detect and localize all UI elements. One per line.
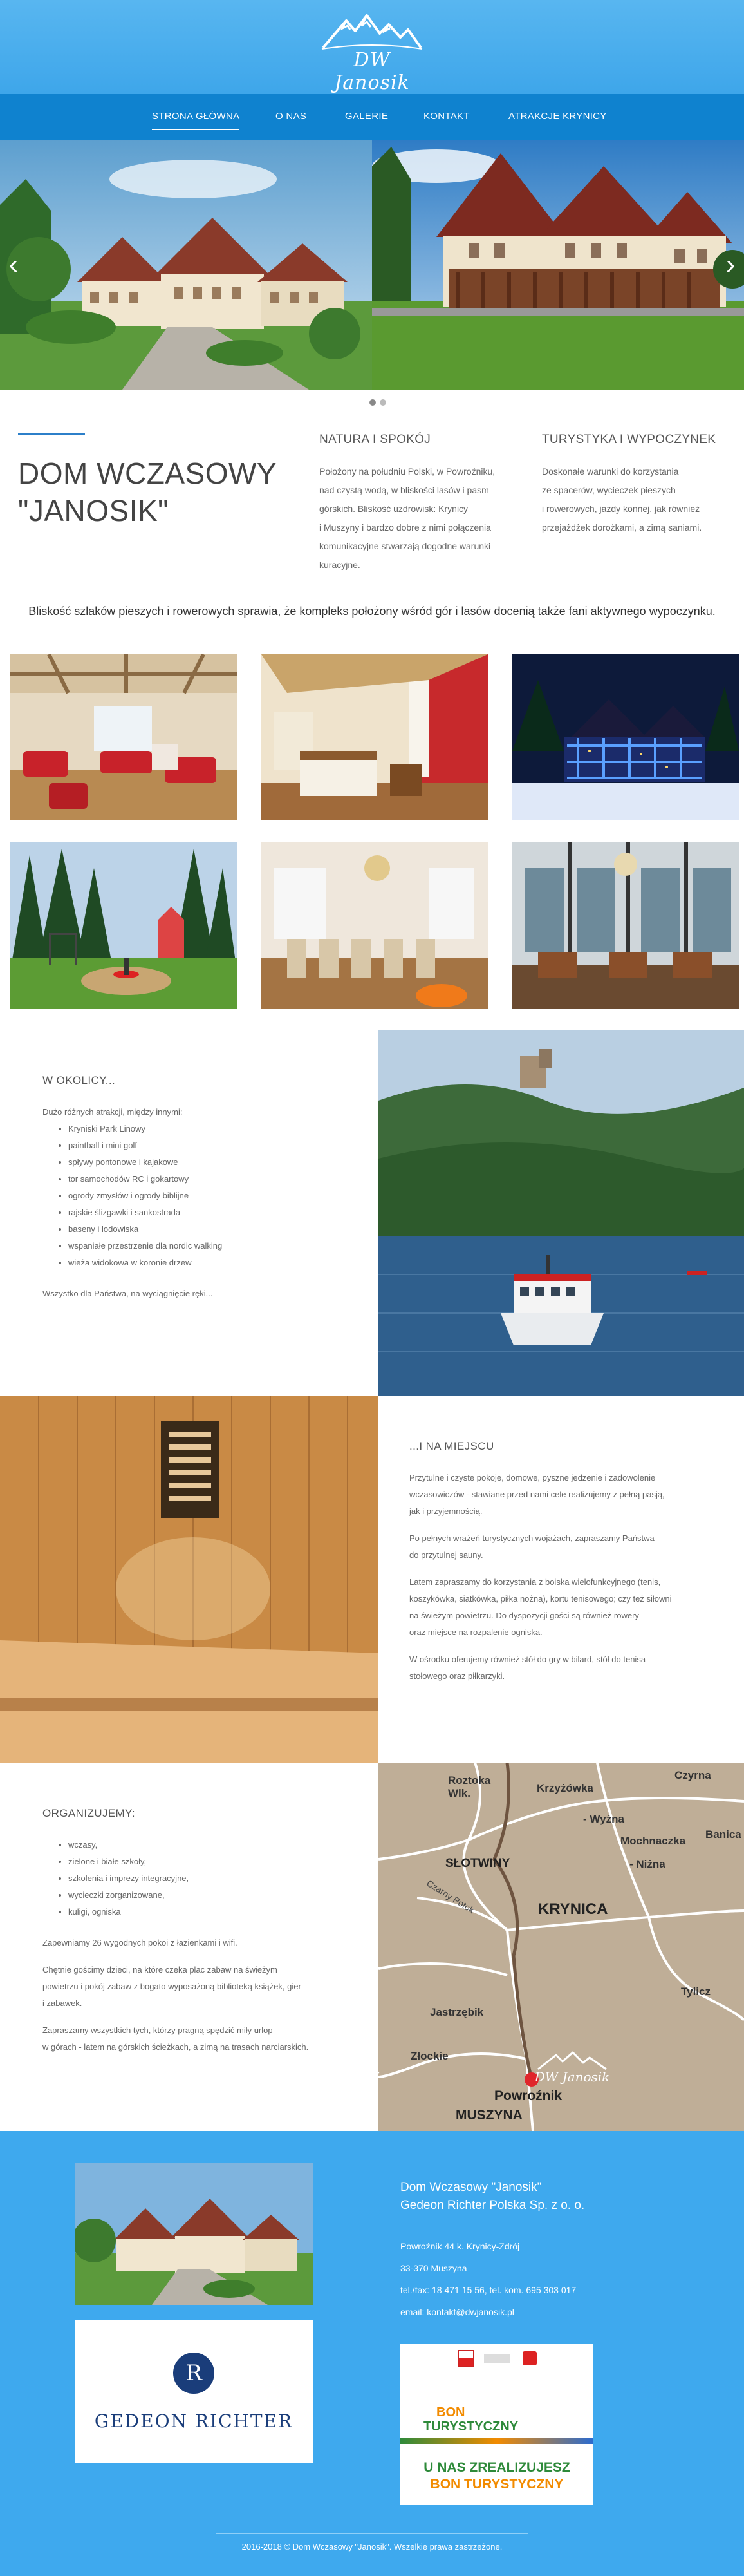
organize-list [68, 1837, 364, 1920]
slider-dot-2[interactable] [380, 399, 386, 406]
footer-company-name [400, 2179, 584, 2215]
nature-column [319, 433, 519, 574]
list-item: • rajskie ślizgawki i sankostrada [68, 1204, 364, 1221]
tourism-heading: TURYSTYKA I WYPOCZYNEK [542, 433, 716, 446]
map-label: SŁOTWINY [445, 1857, 510, 1870]
hero-slider[interactable] [0, 140, 744, 390]
on-site-section [409, 1440, 718, 1695]
footer-name-line-1: Dom Wczasowy "Janosik" [400, 2181, 542, 2194]
map-label: - Wyżna [583, 1813, 624, 1825]
list-item: • szkolenia i imprezy integracyjne, [68, 1870, 364, 1887]
tourism-column [542, 433, 735, 537]
richter-logo-text: GEDEON RICHTER [94, 2410, 293, 2432]
gallery-image-restaurant[interactable] [512, 842, 739, 1009]
on-site-paragraph-1: Przytulne i czyste pokoje, domowe, pyszne jedzenie i zadowolenie wczasowiczów - stawiane przed nami cele realizujemy z pełną pasją, jak i przyjemnością. [409, 1473, 665, 1516]
list-item: • wieża widokowa w koronie drzew [68, 1255, 364, 1271]
nature-text: Położony na południu Polski, w Powroźniku, nad czystą wodą, w bliskości lasów i pasm górskich. Bliskość uzdrowisk: Krynicy i Muszyny i bardzo dobre z nimi połączenia komunikacyjne stwarzają dogodne warunki kuracyjne. [319, 466, 496, 570]
lake-boat-image [378, 1030, 744, 1396]
gallery-image-dining-room[interactable] [261, 842, 488, 1009]
map-label: Roztoka Wlk. [448, 1774, 491, 1799]
location-map[interactable] [378, 1763, 744, 2131]
site-logo[interactable] [314, 12, 430, 94]
bon-line-3: U NAS ZREALIZUJESZ [423, 2460, 570, 2475]
main-nav [0, 94, 744, 140]
mountains-icon [321, 12, 423, 50]
gallery-image-playground[interactable] [10, 842, 237, 1009]
slider-prev-button[interactable]: ‹ [8, 249, 19, 280]
map-label: Czyrna [674, 1769, 711, 1781]
map-label: Powroźnik [494, 2088, 563, 2103]
map-label: Mochnaczka [620, 1835, 686, 1847]
map-label: Czarny Potok [425, 1877, 476, 1916]
bon-line-2: TURYSTYCZNY [423, 2420, 519, 2434]
on-site-paragraph-4: W ośrodku oferujemy również stół do gry w bilard, stół do tenisa stołowego oraz piłkarzyki. [409, 1654, 646, 1681]
footer-hotel-image [75, 2163, 313, 2305]
nearby-section [42, 1074, 364, 1312]
footer-name-line-2: Gedeon Richter Polska Sp. z o. o. [400, 2199, 585, 2212]
nav-about[interactable]: O NAS [275, 111, 307, 122]
nav-galleries[interactable]: GALERIE [345, 111, 389, 122]
nearby-heading: W OKOLICY... [42, 1074, 116, 1086]
list-item: • wczasy, [68, 1837, 364, 1853]
slider-dots [369, 399, 389, 407]
organize-paragraph-1: Zapewniamy 26 wygodnych pokoi z łazienkami i wifi. [42, 1938, 237, 1947]
list-item: • baseny i lodowiska [68, 1221, 364, 1238]
ministry-logo-icon [484, 2354, 510, 2363]
footer-divider [216, 2533, 528, 2534]
organize-paragraph-3: Zapraszamy wszystkich tych, którzy pragną spędzić miły urlop w górach - latem na górskich ścieżkach, a zimą na trasach narciarskich. [42, 2025, 309, 2052]
map-label: Tylicz [681, 1985, 711, 1998]
bon-badge [411, 2405, 519, 2434]
list-item: • paintball i mini golf [68, 1137, 364, 1154]
tagline: Bliskość szlaków pieszych i rowerowych sprawia, że kompleks położony wśród gór i lasów docenią także fani aktywnego wypoczynku. [28, 605, 716, 618]
map-label: - Niżna [629, 1858, 665, 1870]
list-item: • Kryniski Park Linowy [68, 1121, 364, 1137]
page-title [18, 455, 301, 529]
nearby-intro: Dużo różnych atrakcji, między innymi: [42, 1107, 183, 1117]
organize-section [42, 1807, 364, 2066]
list-item: • wycieczki zorganizowane, [68, 1887, 364, 1904]
map-label: KRYNICA [538, 1900, 608, 1918]
sauna-image [0, 1396, 378, 1763]
footer-phone: tel./fax: 18 471 15 56, tel. kom. 695 303 017 [400, 2285, 577, 2295]
list-item: • ogrody zmysłów i ogrody biblijne [68, 1188, 364, 1204]
footer-email-label: email: [400, 2307, 425, 2317]
title-separator [18, 433, 85, 435]
bon-turystyczny-banner[interactable] [400, 2344, 593, 2505]
map-label: Jastrzębik [430, 2006, 484, 2018]
footer-email-row [400, 2301, 576, 2323]
slider-next-button[interactable]: › [725, 249, 736, 280]
tourism-text: Doskonałe warunki do korzystania ze spacerów, wycieczek pieszych i rowerowych, jazdy konnej, jak również przejażdżek dorożkami, a zimą saniami. [542, 466, 702, 533]
nearby-outro: Wszystko dla Państwa, na wyciągnięcie ręki... [42, 1289, 213, 1298]
organize-paragraph-2: Chętnie gościmy dzieci, na które czeka plac zabaw na świeżym powietrzu i pokój zabaw z bogato wyposażoną biblioteką książek, gier i zabawek. [42, 1965, 301, 2008]
slider-dot-1[interactable] [369, 399, 376, 406]
mountains-icon [537, 2051, 608, 2070]
page-title-line-1: DOM WCZASOWY [18, 457, 277, 490]
nearby-list [68, 1121, 364, 1271]
bon-stripe [400, 2438, 593, 2444]
logo-text: DW Janosik [334, 49, 410, 94]
site-footer [0, 2131, 744, 2576]
list-item: • zielone i białe szkoły, [68, 1853, 364, 1870]
map-label: MUSZYNA [456, 2108, 523, 2123]
footer-contact [400, 2235, 576, 2323]
bon-line-1: BON [436, 2405, 465, 2420]
slide-image-hotel-terrace [372, 140, 744, 390]
map-label: Krzyżówka [537, 1782, 593, 1794]
list-item: • tor samochodów RC i gokartowy [68, 1171, 364, 1188]
site-header [0, 0, 744, 94]
nav-home[interactable]: STRONA GŁÓWNA [152, 94, 239, 140]
gallery-image-room[interactable] [261, 654, 488, 820]
map-label: Złockie [411, 2050, 449, 2062]
nature-heading: NATURA I SPOKÓJ [319, 433, 431, 446]
map-hotel-marker[interactable] [530, 2051, 614, 2090]
page-title-line-2: "JANOSIK" [18, 494, 169, 527]
on-site-paragraph-3: Latem zapraszamy do korzystania z boiska wielofunkcyjnego (tenis, koszykówka, siatkówka, piłka nożna), kortu tenisowego; czy też siłowni na świeżym powietrzu. Do dyspozycji gości są również rowery oraz miejsce na rozpalenie ogniska. [409, 1577, 672, 1637]
on-site-paragraph-2: Po pełnych wrażeń turystycznych wojażach, zapraszamy Państwa do przytulnej sauny. [409, 1533, 655, 1560]
slide-image-hotel-front [0, 140, 372, 390]
map-logo-text: DW Janosik [534, 2069, 610, 2085]
gallery-image-lounge[interactable] [10, 654, 237, 820]
poland-emblem-icon [458, 2350, 474, 2367]
map-label: Banica [705, 1828, 741, 1841]
pot-logo-icon [523, 2351, 537, 2365]
on-site-heading: ...I NA MIEJSCU [409, 1440, 494, 1452]
nav-attractions[interactable]: ATRAKCJE KRYNICY [508, 111, 607, 122]
list-item: • wspaniałe przestrzenie dla nordic walking [68, 1238, 364, 1255]
bon-slogan [400, 2459, 593, 2493]
footer-address-1: Powroźnik 44 k. Krynicy-Zdrój [400, 2241, 520, 2251]
footer-copyright: 2016-2018 © Dom Wczasowy "Janosik". Wszelkie prawa zastrzeżone. [241, 2542, 503, 2552]
list-item: • spływy pontonowe i kajakowe [68, 1154, 364, 1171]
footer-email-link[interactable]: kontakt@dwjanosik.pl [427, 2307, 514, 2317]
bon-line-4: BON TURYSTYCZNY [430, 2477, 564, 2492]
gallery-image-night-lights[interactable] [512, 654, 739, 820]
organize-heading: ORGANIZUJEMY: [42, 1807, 136, 1819]
richter-mark: R [173, 2353, 214, 2394]
list-item: • kuligi, ogniska [68, 1904, 364, 1920]
nav-contact[interactable]: KONTAKT [423, 111, 470, 122]
footer-address-2: 33-370 Muszyna [400, 2263, 467, 2273]
gedeon-richter-logo[interactable] [75, 2320, 313, 2463]
